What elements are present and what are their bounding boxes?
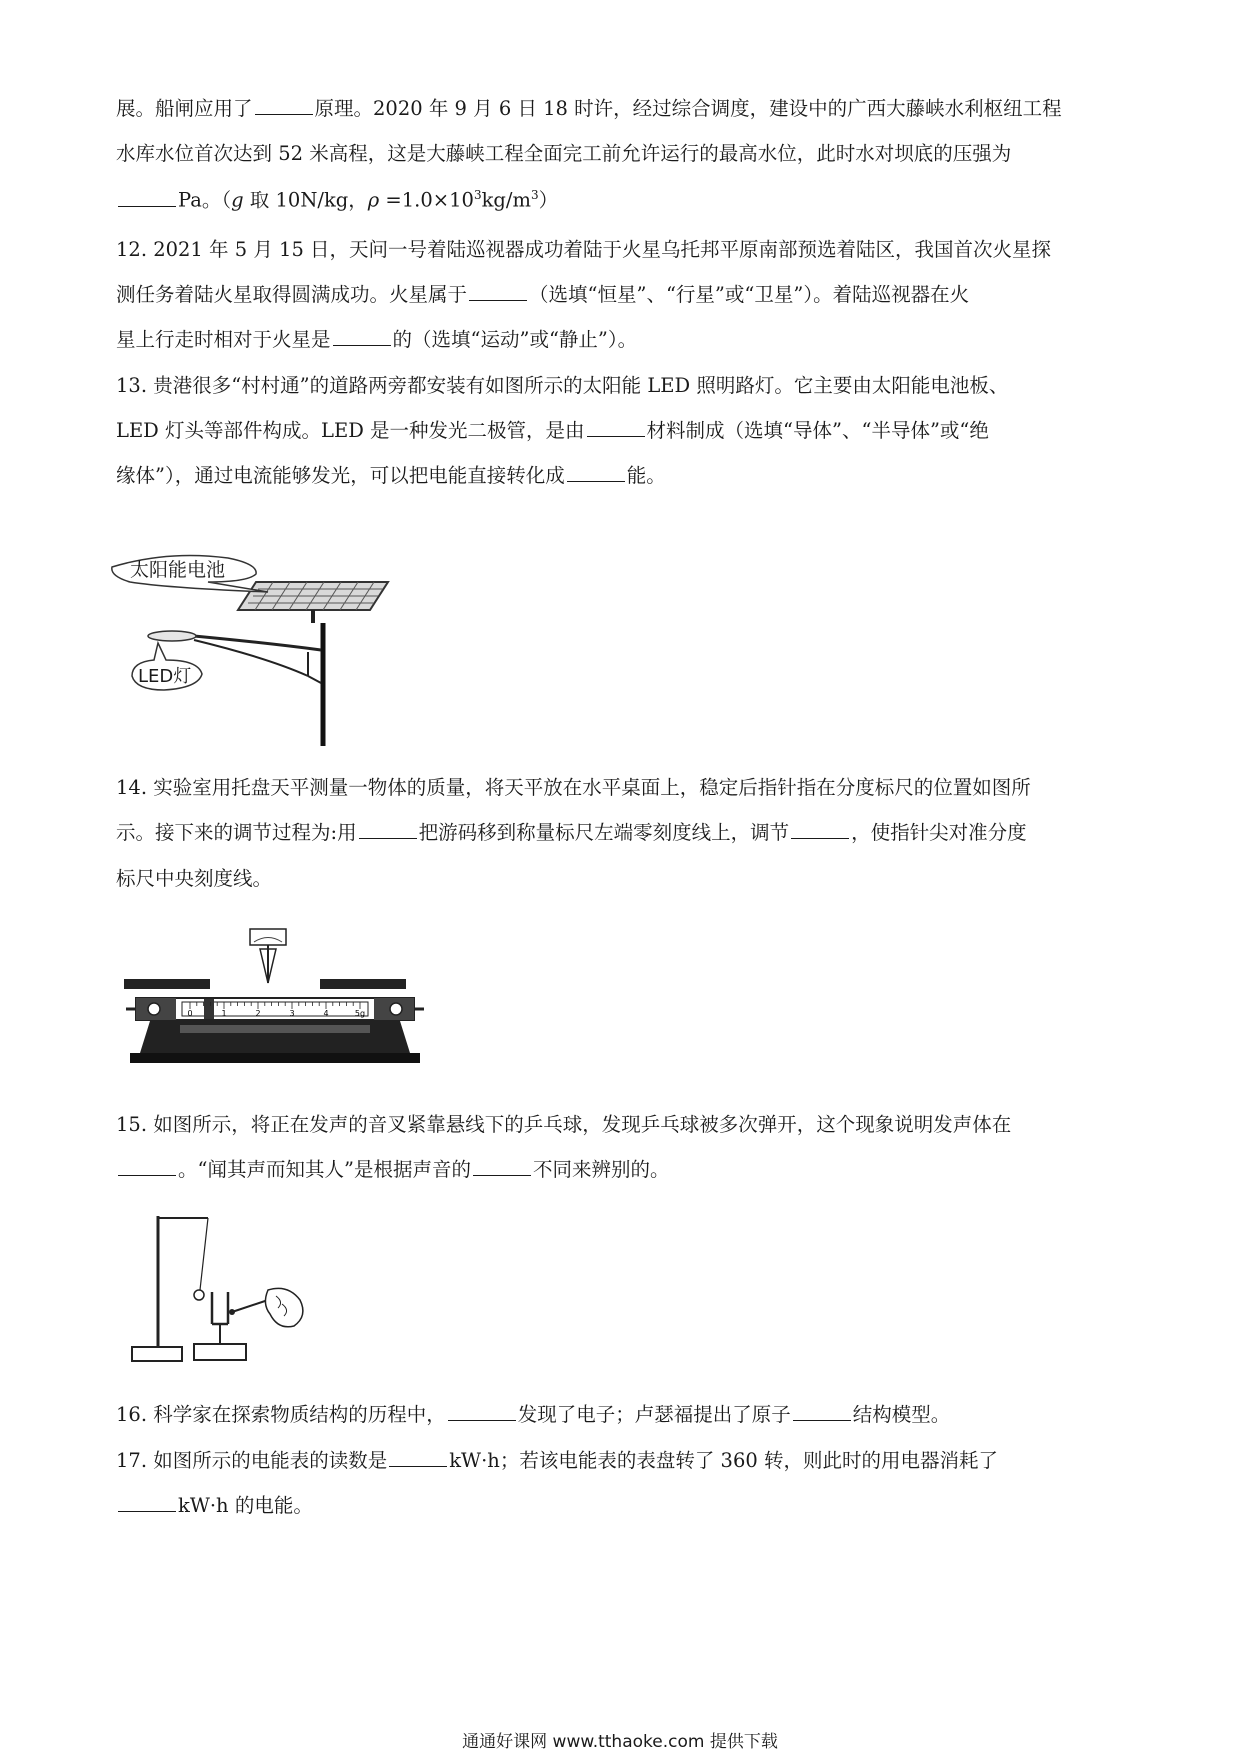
ping-pong-ball-icon [194, 1290, 204, 1300]
q16-blank-1[interactable] [448, 1419, 516, 1421]
q11-unit: kg/m [481, 188, 531, 212]
q15-line-1: 15. 如图所示，将正在发声的音叉紧靠悬线下的乒乓球，发现乒乓球被多次弹开，这个现象说明发声体在 [116, 1113, 1012, 1136]
q13-text-b: 材料制成（选填“导体”、“半导体”或“绝 [646, 419, 989, 442]
solar-callout [112, 555, 268, 592]
tuning-fork-figure [128, 1212, 328, 1372]
q16-text-a: 16. 科学家在探索物质结构的历程中， [116, 1403, 446, 1426]
q14-blank-2[interactable] [791, 837, 849, 839]
scale-tick-label: 5g [354, 1009, 366, 1018]
scale-tick-label: 0 [187, 1009, 193, 1018]
q14-text-a: 示。接下来的调节过程为:用 [116, 821, 357, 844]
q15-text-b: 不同来辨别的。 [532, 1158, 670, 1181]
q11-line-1 [116, 99, 1062, 119]
mallet-head-icon [229, 1309, 235, 1315]
lamp-arm [194, 636, 321, 650]
q13-line-2 [116, 421, 989, 441]
q13-blank-2[interactable] [567, 480, 625, 482]
q12-text-b: （选填“恒星”、“行星”或“卫星”）。着陆巡视器在火 [529, 283, 970, 306]
q11-line-2: 水库水位首次达到 52 米高程，这是大藤峡工程全面完工前允许运行的最高水位，此时水对坝底的压强为 [116, 142, 1012, 165]
rider-icon[interactable] [204, 999, 214, 1019]
q11-mid: 取 10N/kg， [243, 188, 368, 212]
q12-line-1: 12. 2021 年 5 月 15 日，天问一号着陆巡视器成功着陆于火星乌托邦平原南部预选着陆区，我国首次火星探 [116, 238, 1052, 261]
q16-text-b: 发现了电子；卢瑟福提出了原子 [517, 1403, 791, 1426]
q17-blank-2[interactable] [118, 1510, 176, 1512]
q11-rho: ρ [367, 188, 380, 212]
led-lamp-head-icon [148, 631, 196, 641]
q11-pa: Pa。（ [178, 188, 232, 212]
q13-text-d: 能。 [626, 464, 666, 487]
q14-text-c: ，使指针尖对准分度 [851, 821, 1027, 844]
tuning-fork-icon [194, 1292, 246, 1360]
q12-blank-2[interactable] [333, 344, 391, 346]
led-callout [132, 643, 202, 690]
q12-text-d: 的（选填“运动”或“静止”）。 [392, 328, 638, 351]
q15-blank-2[interactable] [473, 1174, 531, 1176]
solar-callout-label: 太阳能电池 [130, 559, 226, 581]
q17-text-c: kW·h 的电能。 [178, 1494, 313, 1517]
q12-text-a: 测任务着陆火星取得圆满成功。火星属于 [116, 283, 468, 306]
q14-text-b: 把游码移到称量标尺左端零刻度线上，调节 [418, 821, 790, 844]
q17-text-b: kW·h；若该电能表的表盘转了 360 转，则此时的用电器消耗了 [449, 1449, 998, 1472]
led-callout-label: LED灯 [138, 666, 192, 687]
q14-line-3: 标尺中央刻度线。 [116, 867, 273, 890]
q11-text-b: 原理。2020 年 9 月 6 日 18 时许，经过综合调度，建设中的广西大藤峡水利枢纽工程 [314, 97, 1062, 120]
q15-line-2 [116, 1160, 669, 1180]
right-pan [320, 979, 406, 989]
suspension-string [200, 1218, 208, 1290]
q16-blank-2[interactable] [793, 1419, 851, 1421]
solar-panel-icon [238, 582, 388, 623]
q14-line-2 [116, 823, 1027, 843]
q11-end: ） [538, 188, 559, 212]
solar-street-lamp-figure [108, 548, 398, 748]
right-balance-nut-icon[interactable] [390, 1003, 402, 1015]
q13-text-a: LED 灯头等部件构成。LED 是一种发光二极管，是由 [116, 419, 585, 442]
scale-tick-label: 1 [221, 1009, 227, 1018]
q11-val: =1.0×10 [379, 188, 474, 212]
hand-icon [265, 1288, 302, 1326]
q13-line-3 [116, 466, 666, 486]
left-balance-nut-icon[interactable] [148, 1003, 160, 1015]
q11-blank-1[interactable] [255, 113, 313, 115]
q11-exp: 3 [473, 188, 482, 202]
page-footer: 通通好课网 www.tthaoke.com 提供下载 [462, 1732, 778, 1752]
q14-blank-1[interactable] [359, 837, 417, 839]
q13-text-c: 缘体”），通过电流能够发光，可以把电能直接转化成 [116, 464, 565, 487]
q11-text-a: 展。船闸应用了 [116, 97, 253, 120]
scale-tick-label: 3 [289, 1009, 295, 1018]
q13-blank-1[interactable] [587, 435, 645, 437]
q15-text-a: 。“闻其声而知其人”是根据声音的 [178, 1158, 471, 1181]
q12-line-3 [116, 330, 637, 350]
q17-line-1 [116, 1451, 998, 1471]
q17-blank-1[interactable] [389, 1465, 447, 1467]
q12-blank-1[interactable] [469, 299, 527, 301]
left-pan [124, 979, 210, 989]
q11-g: g [231, 188, 244, 212]
q12-line-2 [116, 285, 969, 305]
q14-line-1: 14. 实验室用托盘天平测量一物体的质量，将天平放在水平桌面上，稳定后指针指在分度标尺的位置如图所 [116, 776, 1031, 799]
q17-line-2 [116, 1496, 313, 1516]
q16-line-1 [116, 1405, 950, 1425]
balance-dial-icon [250, 929, 286, 983]
q17-text-a: 17. 如图所示的电能表的读数是 [116, 1449, 388, 1472]
stand-base [132, 1347, 182, 1361]
q11-blank-2[interactable] [118, 205, 176, 207]
q16-text-c: 结构模型。 [852, 1403, 951, 1426]
q13-line-1: 13. 贵港很多“村村通”的道路两旁都安装有如图所示的太阳能 LED 照明路灯。它主要由太阳能电池板、 [116, 374, 1009, 397]
q15-blank-1[interactable] [118, 1174, 176, 1176]
q12-text-c: 星上行走时相对于火星是 [116, 328, 331, 351]
q11-line-3 [116, 189, 558, 210]
q11-exp2: 3 [530, 188, 539, 202]
balance-figure [120, 925, 430, 1075]
scale-tick-label: 4 [323, 1009, 329, 1018]
scale-tick-label: 2 [255, 1009, 261, 1018]
